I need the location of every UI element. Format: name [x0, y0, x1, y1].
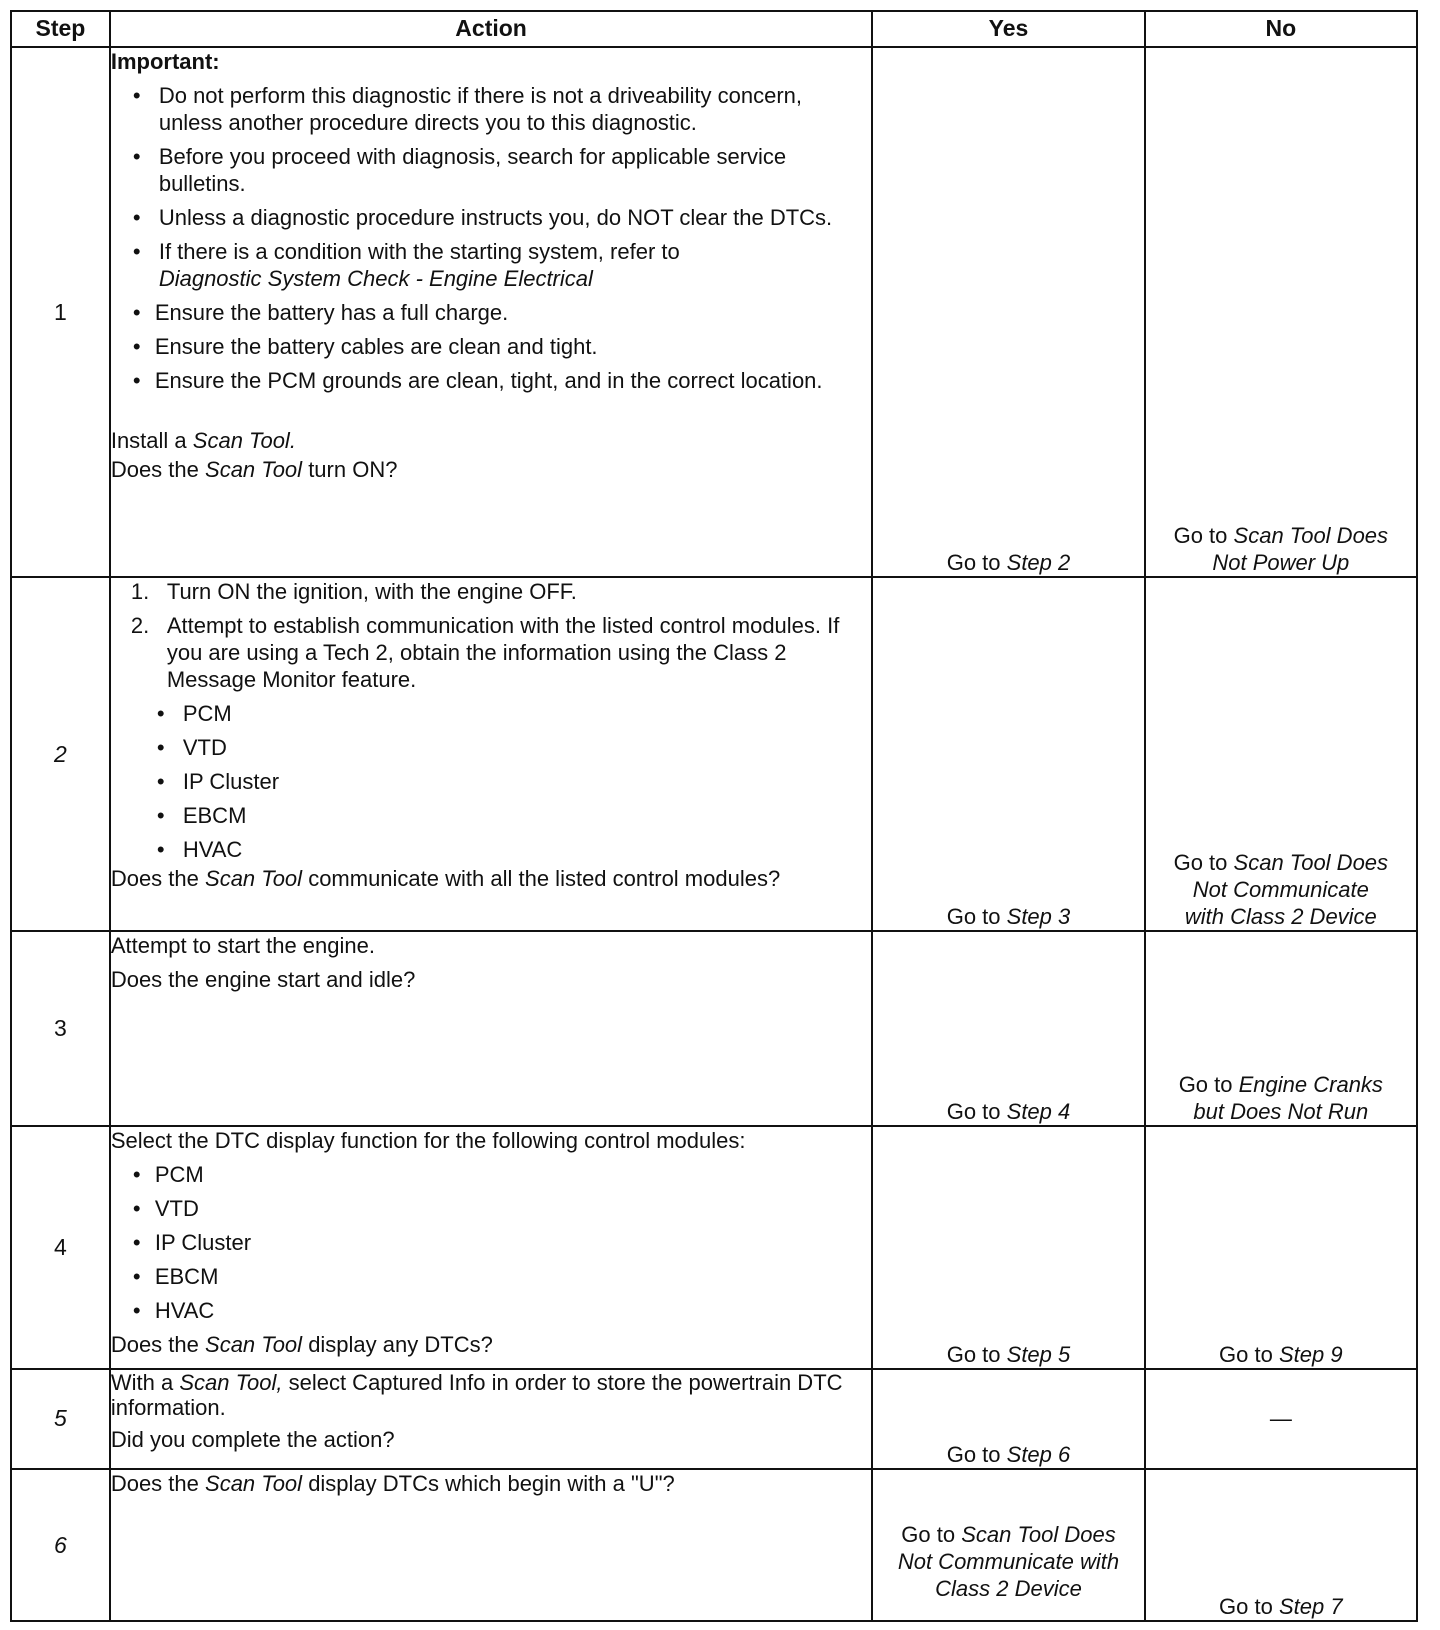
header-no: No — [1145, 11, 1417, 47]
no-cell: — — [1145, 1369, 1417, 1470]
reference-link[interactable]: Diagnostic System Check - Engine Electrical — [158, 265, 593, 291]
header-step: Step — [11, 11, 110, 47]
list-item: • Unless a diagnostic procedure instructs you, do NOT clear the DTCs. — [132, 204, 833, 230]
yes-cell[interactable]: Go to Step 2 — [872, 47, 1144, 578]
yes-cell[interactable]: Go to Step 6 — [872, 1369, 1144, 1470]
instruction-line: With a Scan Tool, select Captured Info in order to store the powertrain DTC information. — [110, 1369, 843, 1420]
action-cell — [110, 1369, 873, 1470]
question-line: Does the Scan Tool display any DTCs? — [110, 1332, 493, 1358]
list-item: • Ensure the battery has a full charge. — [132, 299, 509, 325]
list-item: • EBCM — [156, 803, 247, 829]
list-item: • HVAC — [156, 837, 243, 863]
list-item: 1. Turn ON the ignition, with the engine OFF. — [130, 579, 577, 605]
table-row — [11, 577, 1417, 931]
yes-cell[interactable]: Go to Step 4 — [872, 931, 1144, 1126]
list-item: • IP Cluster — [132, 1230, 252, 1256]
list-item: • VTD — [132, 1196, 199, 1222]
action-cell — [110, 1126, 873, 1368]
list-item: • VTD — [156, 735, 227, 761]
question-line: Does the Scan Tool display DTCs which begin with a "U"? — [110, 1471, 675, 1497]
list-item: • If there is a condition with the starting system, refer to Diagnostic System Check - Engine Electrical — [132, 238, 680, 291]
list-item: 2. Attempt to establish communication with the listed control modules. If you are using a Tech 2, obtain the information using the Class 2 Message Monitor feature. — [130, 613, 840, 693]
list-item: • Ensure the battery cables are clean and tight. — [132, 333, 598, 359]
step-number: 2 — [11, 577, 110, 931]
step-number: 4 — [11, 1126, 110, 1368]
important-label: Important: — [110, 48, 220, 74]
step-number: 6 — [11, 1469, 110, 1621]
header-yes: Yes — [872, 11, 1144, 47]
table-row — [11, 1469, 1417, 1621]
action-cell — [110, 931, 873, 1126]
list-item: • Do not perform this diagnostic if there is not a driveability concern, unless another procedure directs you to this diagnostic. — [132, 82, 803, 135]
list-item: • PCM — [132, 1162, 204, 1188]
action-cell — [110, 1469, 873, 1621]
list-item: • PCM — [156, 701, 232, 727]
step-number: 5 — [11, 1369, 110, 1470]
table-row — [11, 1369, 1417, 1470]
step-number: 1 — [11, 47, 110, 578]
step-number: 3 — [11, 931, 110, 1126]
list-item: • IP Cluster — [156, 769, 280, 795]
list-item: • HVAC — [132, 1298, 215, 1324]
diagnostic-table — [10, 10, 1418, 1622]
question-line: Did you complete the action? — [110, 1426, 395, 1452]
no-cell[interactable]: Go to Step 9 — [1145, 1126, 1417, 1368]
no-cell[interactable]: Go to Step 7 — [1145, 1469, 1417, 1621]
no-cell[interactable]: Go to Scan Tool Does Not Communicate with Class 2 Device — [1145, 577, 1417, 931]
table-row — [11, 931, 1417, 1126]
instruction-line: Attempt to start the engine. — [110, 933, 375, 959]
header-action: Action — [110, 11, 873, 47]
action-cell — [110, 577, 873, 931]
list-item: • Before you proceed with diagnosis, search for applicable service bulletins. — [132, 143, 787, 196]
instruction-line: Select the DTC display function for the following control modules: — [110, 1128, 746, 1154]
table-header-row — [11, 11, 1417, 47]
question-line: Does the Scan Tool communicate with all the listed control modules? — [110, 866, 781, 892]
instruction-line: Install a Scan Tool. — [110, 427, 296, 453]
yes-cell[interactable]: Go to Step 3 — [872, 577, 1144, 931]
no-cell[interactable]: Go to Scan Tool Does Not Power Up — [1145, 47, 1417, 578]
question-line: Does the Scan Tool turn ON? — [110, 456, 398, 482]
yes-cell[interactable]: Go to Scan Tool Does Not Communicate with Class 2 Device — [872, 1469, 1144, 1621]
list-item: • Ensure the PCM grounds are clean, tight, and in the correct location. — [132, 367, 823, 393]
yes-cell[interactable]: Go to Step 5 — [872, 1126, 1144, 1368]
no-cell[interactable]: Go to Engine Cranks but Does Not Run — [1145, 931, 1417, 1126]
table-row — [11, 1126, 1417, 1368]
list-item: • EBCM — [132, 1264, 219, 1290]
question-line: Does the engine start and idle? — [110, 967, 416, 993]
action-cell — [110, 47, 873, 578]
table-row — [11, 47, 1417, 578]
